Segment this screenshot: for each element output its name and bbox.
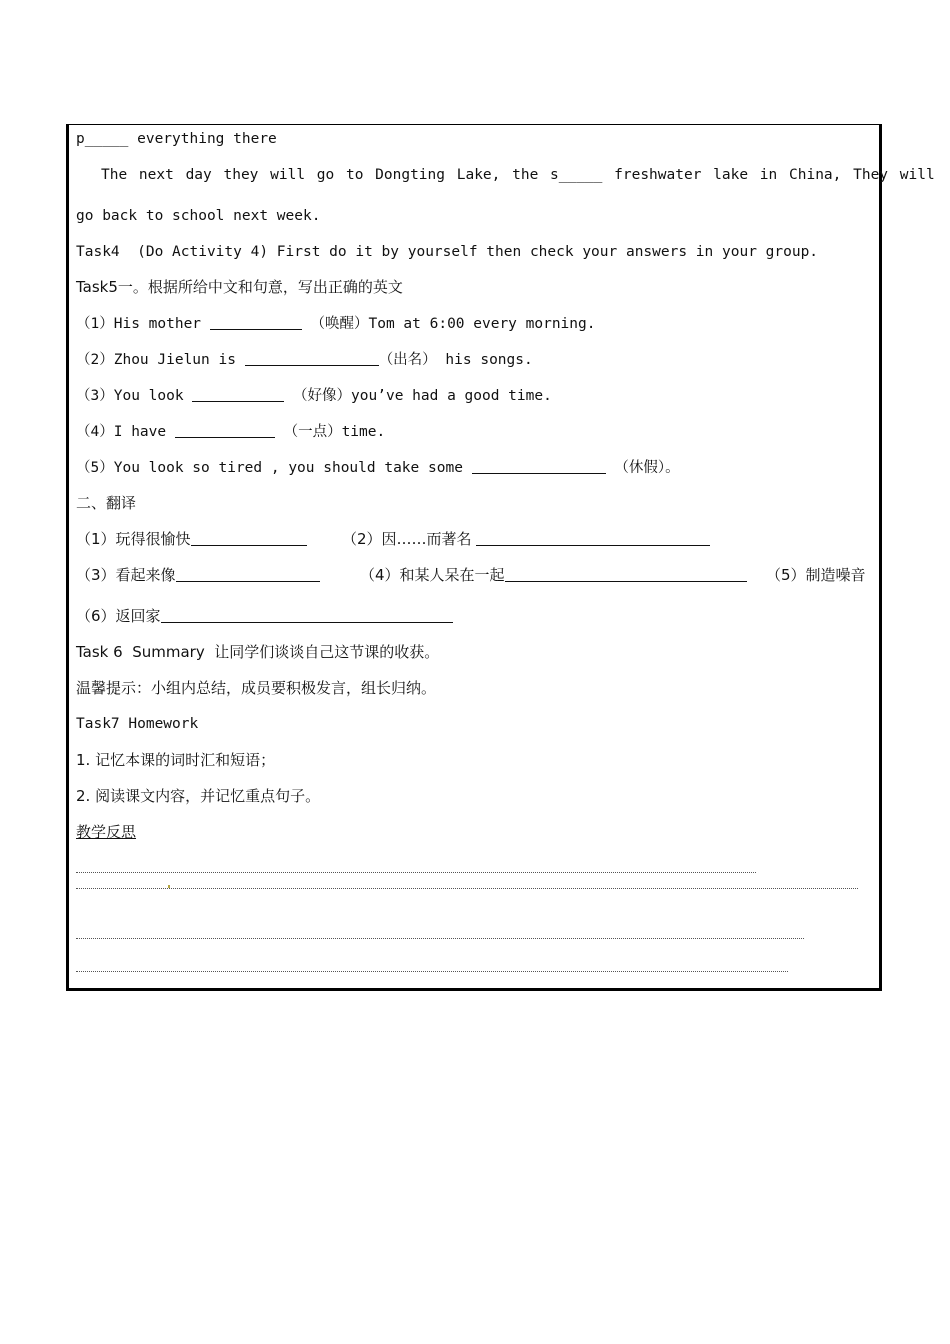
homework-item: 2. 阅读课文内容，并记忆重点句子。 xyxy=(76,787,321,805)
translate-item: （4）和某人呆在一起 xyxy=(360,566,747,584)
tip-line: 温馨提示：小组内总结，成员要积极发言，组长归纳。 xyxy=(76,679,437,697)
text-line: go back to school next week. xyxy=(76,208,321,224)
answer-blank[interactable] xyxy=(161,608,453,623)
reflection-line[interactable] xyxy=(76,938,804,939)
answer-blank[interactable] xyxy=(192,387,284,402)
translate-item: （1）玩得很愉快 xyxy=(76,530,307,548)
answer-blank[interactable] xyxy=(472,459,606,474)
answer-blank[interactable] xyxy=(476,531,710,546)
text-line: The next day they will go to Dongting Lake, the s_____ freshwater lake in China, They will xyxy=(101,167,935,183)
exercise-item: （5）You look so tired , you should take some （休假）。 xyxy=(76,460,680,476)
answer-blank[interactable] xyxy=(210,315,302,330)
answer-blank[interactable] xyxy=(175,423,275,438)
answer-blank[interactable] xyxy=(176,567,320,582)
homework-item: 1. 记忆本课的词时汇和短语； xyxy=(76,751,276,769)
task6-line: Task 6 Summary 让同学们谈谈自己这节课的收获。 xyxy=(76,643,440,661)
answer-blank[interactable] xyxy=(245,351,379,366)
answer-blank[interactable] xyxy=(191,531,307,546)
translate-item: （5）制造噪音 xyxy=(766,566,866,584)
translate-item: （6）返回家 xyxy=(76,607,453,625)
task4-line: Task4 (Do Activity 4) First do it by yourself then check your answers in your group. xyxy=(76,244,819,260)
task5-heading: Task5一。根据所给中文和句意，写出正确的英文 xyxy=(76,278,403,296)
exercise-item: （4）I have （一点）time. xyxy=(76,424,386,440)
exercise-item: （3）You look （好像）you’ve had a good time. xyxy=(76,388,552,404)
reflection-line[interactable] xyxy=(76,971,788,972)
reflection-heading: 教学反思 xyxy=(76,823,137,841)
ink-mark xyxy=(168,885,170,888)
task7-heading: Task7 Homework xyxy=(76,716,199,732)
exercise-item: （2）Zhou Jielun is （出名） his songs. xyxy=(76,352,533,368)
translate-item: （3）看起来像 xyxy=(76,566,320,584)
translate-item: （2）因……而著名 xyxy=(342,530,710,548)
exercise-item: （1）His mother （唤醒）Tom at 6:00 every morning. xyxy=(76,316,596,332)
section-translate: 二、翻译 xyxy=(76,494,137,512)
reflection-line[interactable] xyxy=(76,888,858,889)
answer-blank[interactable] xyxy=(505,567,747,582)
text-line: p_____ everything there xyxy=(76,131,277,147)
reflection-line[interactable] xyxy=(76,872,756,873)
